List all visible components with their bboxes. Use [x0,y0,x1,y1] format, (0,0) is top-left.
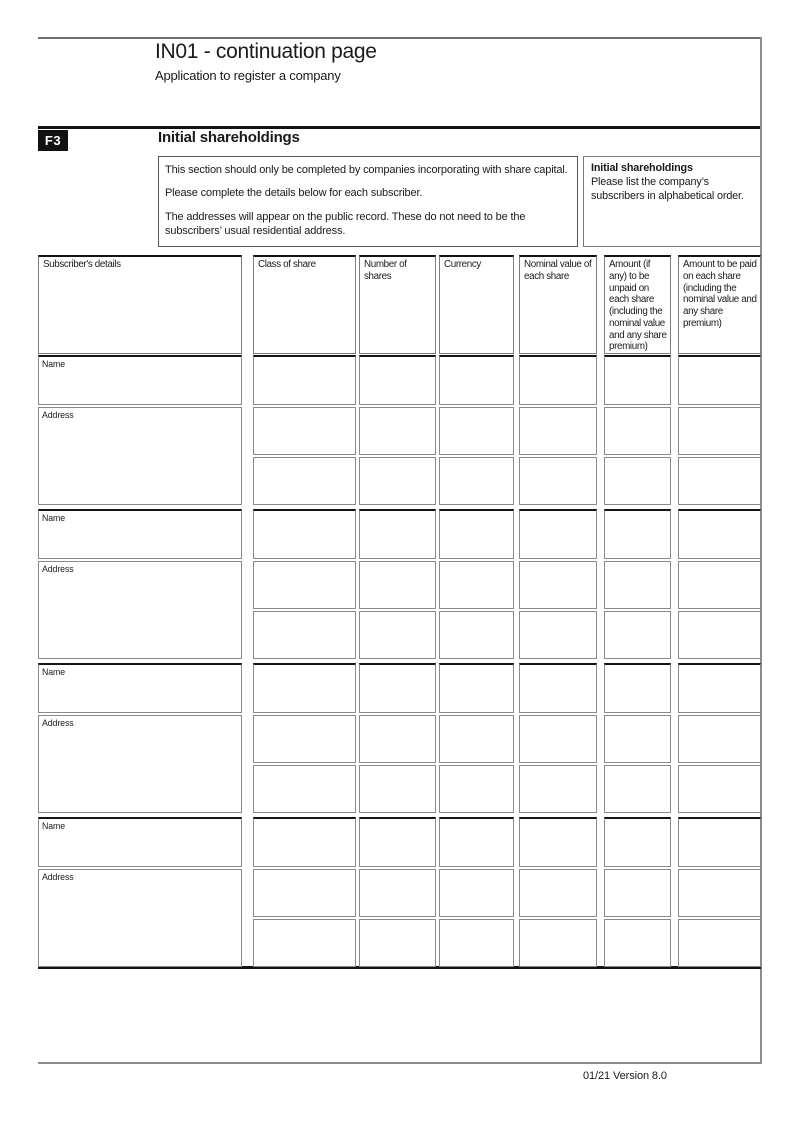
amount-unpaid-field[interactable] [604,457,671,505]
number-of-shares-field[interactable] [359,457,436,505]
name-label: Name [42,513,66,523]
class-of-share-field[interactable] [253,869,356,917]
amount-unpaid-field[interactable] [604,663,671,713]
subscriber-block-4 [38,817,761,967]
currency-field[interactable] [439,457,514,505]
column-header-currency: Currency [439,255,514,354]
class-of-share-field[interactable] [253,509,356,559]
amount-paid-field[interactable] [678,715,761,763]
amount-paid-field[interactable] [678,561,761,609]
amount-unpaid-field[interactable] [604,919,671,967]
amount-paid-field[interactable] [678,355,761,405]
name-label: Name [42,821,66,831]
section-badge-f3: F3 [38,130,68,151]
number-of-shares-field[interactable] [359,715,436,763]
address-label: Address [42,410,74,420]
class-of-share-field[interactable] [253,817,356,867]
currency-field[interactable] [439,611,514,659]
amount-paid-field[interactable] [678,869,761,917]
nominal-value-field[interactable] [519,919,597,967]
address-field[interactable] [38,715,242,813]
class-of-share-field[interactable] [253,407,356,455]
table-header-row [38,255,761,353]
address-label: Address [42,718,74,728]
nominal-value-field[interactable] [519,715,597,763]
amount-unpaid-field[interactable] [604,611,671,659]
version-text: 01/21 Version 8.0 [583,1070,667,1082]
nominal-value-field[interactable] [519,611,597,659]
column-header-nominal-value: Nominal value of each share [519,255,597,354]
currency-field[interactable] [439,509,514,559]
number-of-shares-field[interactable] [359,407,436,455]
name-label: Name [42,359,66,369]
instruction-line-1: This section should only be completed by companies incorporating with share capital. [165,164,568,176]
side-note-title: Initial shareholdings [591,162,693,174]
page-title: IN01 - continuation page [155,40,377,63]
amount-paid-field[interactable] [678,817,761,867]
currency-field[interactable] [439,561,514,609]
section-heading: Initial shareholdings [158,129,300,146]
subscriber-block-1 [38,355,761,505]
top-rule [38,37,762,39]
amount-paid-field[interactable] [678,663,761,713]
class-of-share-field[interactable] [253,715,356,763]
number-of-shares-field[interactable] [359,561,436,609]
amount-unpaid-field[interactable] [604,561,671,609]
nominal-value-field[interactable] [519,869,597,917]
nominal-value-field[interactable] [519,509,597,559]
address-field[interactable] [38,407,242,505]
currency-field[interactable] [439,869,514,917]
nominal-value-field[interactable] [519,457,597,505]
nominal-value-field[interactable] [519,663,597,713]
currency-field[interactable] [439,715,514,763]
name-label: Name [42,667,66,677]
side-note-body: Please list the company’s subscribers in alphabetical order. [591,176,744,202]
amount-unpaid-field[interactable] [604,407,671,455]
initial-shareholdings-table [38,255,761,969]
amount-paid-field[interactable] [678,919,761,967]
address-label: Address [42,872,74,882]
class-of-share-field[interactable] [253,355,356,405]
amount-unpaid-field[interactable] [604,509,671,559]
column-header-subscribers-details: Subscriber's details [38,255,242,354]
class-of-share-field[interactable] [253,663,356,713]
currency-field[interactable] [439,663,514,713]
amount-paid-field[interactable] [678,611,761,659]
class-of-share-field[interactable] [253,919,356,967]
footer-rule [38,1062,762,1064]
nominal-value-field[interactable] [519,817,597,867]
currency-field[interactable] [439,919,514,967]
instructions-box [158,156,578,247]
number-of-shares-field[interactable] [359,869,436,917]
instruction-line-2: Please complete the details below for each subscriber. [165,187,423,200]
subscriber-block-2 [38,509,761,659]
nominal-value-field[interactable] [519,561,597,609]
side-note [583,156,762,247]
subscriber-block-3 [38,663,761,813]
nominal-value-field[interactable] [519,407,597,455]
nominal-value-field[interactable] [519,355,597,405]
amount-unpaid-field[interactable] [604,355,671,405]
class-of-share-field[interactable] [253,457,356,505]
number-of-shares-field[interactable] [359,817,436,867]
currency-field[interactable] [439,355,514,405]
number-of-shares-field[interactable] [359,509,436,559]
number-of-shares-field[interactable] [359,355,436,405]
column-header-class-of-share: Class of share [253,255,356,354]
section-rule [38,126,762,129]
currency-field[interactable] [439,817,514,867]
address-field[interactable] [38,561,242,659]
instruction-line-3: The addresses will appear on the public record. These do not need to be the subscribers’ usual residential address. [165,210,526,237]
amount-paid-field[interactable] [678,407,761,455]
nominal-value-field[interactable] [519,765,597,813]
number-of-shares-field[interactable] [359,611,436,659]
class-of-share-field[interactable] [253,765,356,813]
name-field[interactable] [38,509,242,559]
currency-field[interactable] [439,765,514,813]
currency-field[interactable] [439,407,514,455]
number-of-shares-field[interactable] [359,663,436,713]
class-of-share-field[interactable] [253,611,356,659]
amount-paid-field[interactable] [678,765,761,813]
amount-unpaid-field[interactable] [604,869,671,917]
address-label: Address [42,564,74,574]
name-field[interactable] [38,817,242,867]
amount-paid-field[interactable] [678,509,761,559]
amount-unpaid-field[interactable] [604,817,671,867]
amount-unpaid-field[interactable] [604,765,671,813]
number-of-shares-field[interactable] [359,765,436,813]
page-subtitle: Application to register a company [155,68,341,83]
name-field[interactable] [38,663,242,713]
column-header-number-of-shares: Number of shares [359,255,436,354]
column-header-amount-unpaid: Amount (if any) to be unpaid on each share (including the nominal value and any share premium) [604,255,671,354]
column-header-amount-paid: Amount to be paid on each share (including the nominal value and any share premium) [678,255,761,354]
amount-paid-field[interactable] [678,457,761,505]
address-field[interactable] [38,869,242,967]
class-of-share-field[interactable] [253,561,356,609]
name-field[interactable] [38,355,242,405]
number-of-shares-field[interactable] [359,919,436,967]
amount-unpaid-field[interactable] [604,715,671,763]
